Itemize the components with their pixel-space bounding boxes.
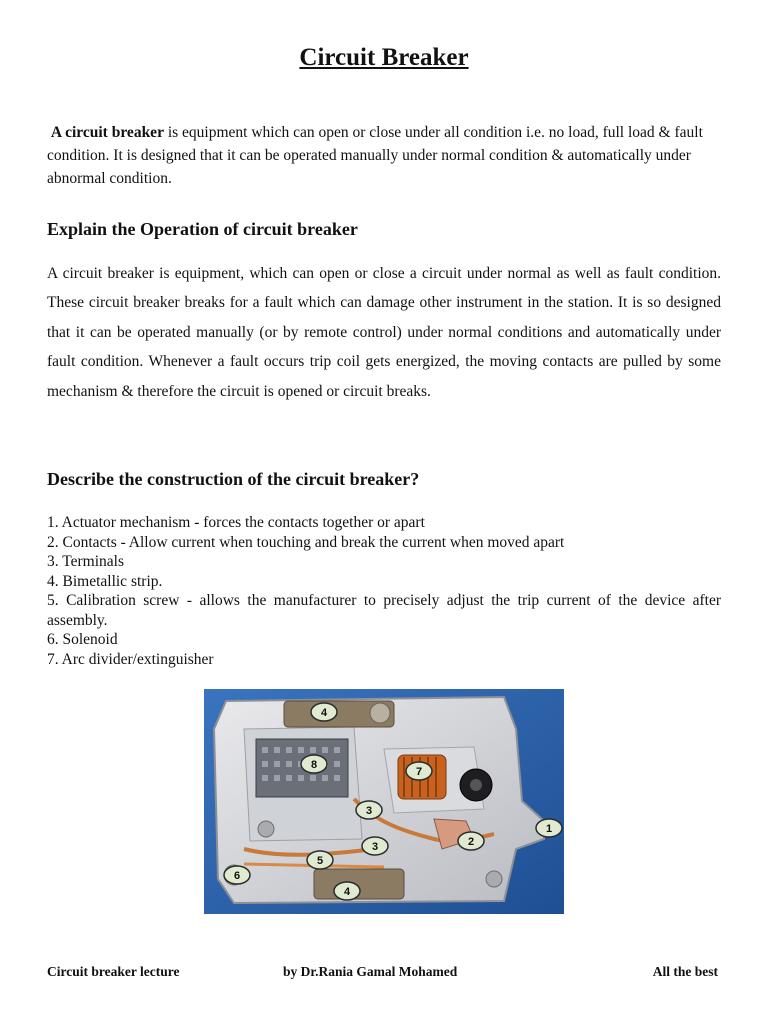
svg-text:1: 1 xyxy=(545,823,553,835)
footer-right: All the best xyxy=(652,964,718,979)
operation-paragraph: A circuit breaker is equipment, which can open or close a circuit under normal as well as fault condition. These circuit breaker breaks for a fault which can damage other instrument in the station. It is so designed that it can be operated manually (or by remote control) under normal conditions and automatically under fault condition. Whenever a fault occurs trip coil gets energized, the moving contacts are pulled by some mechanism & therefore the circuit is opened or circuit breaks. xyxy=(47,265,721,400)
figure-label-7 xyxy=(406,762,432,780)
svg-text:3: 3 xyxy=(365,805,373,817)
construction-heading: Describe the construction of the circuit breaker? xyxy=(47,469,420,489)
list-item: 3. Terminals xyxy=(47,553,124,570)
svg-text:2: 2 xyxy=(467,836,475,848)
svg-text:8: 8 xyxy=(310,759,318,771)
figure-label-1 xyxy=(536,819,562,837)
list-item: 2. Contacts - Allow current when touching and break the current when moved apart xyxy=(47,533,565,551)
list-item: 6. Solenoid xyxy=(47,631,118,648)
figure-label-2 xyxy=(458,832,484,850)
svg-text:4: 4 xyxy=(343,886,351,898)
intro-text: is equipment which can open or close under all condition i.e. no load, full load & fault condition. It is designed that it can be operated manually under normal condition & automatically under abnormal condition. xyxy=(47,124,703,187)
footer-left: Circuit breaker lecture xyxy=(47,964,180,979)
svg-text:4: 4 xyxy=(320,707,328,719)
figure-label-6 xyxy=(224,866,250,884)
construction-list xyxy=(47,513,721,669)
circuit-breaker-photo xyxy=(204,689,564,914)
list-item: 7. Arc divider/extinguisher xyxy=(47,650,214,668)
operation-heading: Explain the Operation of circuit breaker xyxy=(47,219,358,239)
list-item: 5. Calibration screw - allows the manufacturer to precisely adjust the trip current of the device after assembly. xyxy=(47,592,721,629)
figure-label-3-lower xyxy=(362,837,388,855)
footer-author: by Dr.Rania Gamal Mohamed xyxy=(283,964,458,979)
page-title: Circuit Breaker xyxy=(299,44,469,71)
figure-label-3-upper xyxy=(356,801,382,819)
svg-text:7: 7 xyxy=(415,766,423,778)
figure-label-4-top xyxy=(311,703,337,721)
figure-label-4-bottom xyxy=(334,882,360,900)
svg-text:5: 5 xyxy=(316,855,324,867)
intro-paragraph xyxy=(47,121,723,190)
svg-text:6: 6 xyxy=(233,870,241,882)
list-item: 1. Actuator mechanism - forces the contacts together or apart xyxy=(47,514,425,531)
list-item: 4. Bimetallic strip. xyxy=(47,572,163,590)
svg-text:3: 3 xyxy=(371,841,379,853)
page-footer xyxy=(47,964,718,982)
figure-label-5 xyxy=(307,851,333,869)
intro-term: A circuit breaker xyxy=(50,124,164,141)
figure-label-8 xyxy=(301,755,327,773)
